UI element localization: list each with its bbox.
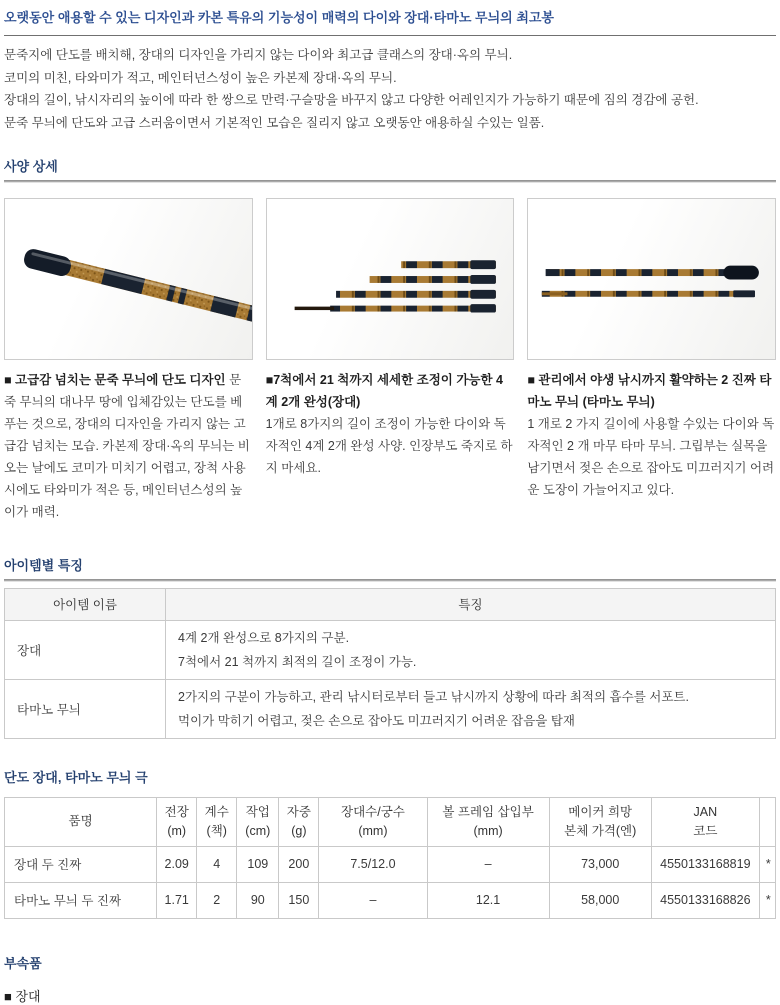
cell-rod-diameter: – xyxy=(319,882,427,918)
cell-length: 2.09 xyxy=(157,846,197,882)
rod-handle-illustration xyxy=(5,199,252,359)
spec-column-2 xyxy=(266,198,515,523)
header-product-name: 품명 xyxy=(5,797,157,846)
header-jan-code: JAN 코드 xyxy=(651,797,759,846)
section-heading: 부속품 xyxy=(4,955,42,971)
accessory-item: ■ 장대 xyxy=(4,988,41,1004)
cell-jan-code: 4550133168819 xyxy=(651,846,759,882)
header-frame-insert: 볼 프레임 삽입부 (mm) xyxy=(427,797,549,846)
section-heading: 단도 장대, 타마노 무늬 극 xyxy=(4,769,148,785)
item-name-cell: 장대 xyxy=(5,620,166,679)
spec-columns xyxy=(4,198,776,523)
spec-column-body: 1 개로 2 가지 길이에 사용할 수있는 다이와 독자적인 2 개 마무 타마 무늬. 그립부는 실목을 남기면서 젖은 손으로 잡아도 미끄러지기 어려운 도장이 가늘어지고 있다. xyxy=(527,416,775,497)
section-divider xyxy=(4,579,776,582)
cell-sections: 2 xyxy=(197,882,237,918)
tamanoe-rods-illustration xyxy=(528,199,775,359)
cell-product-name: 장대 두 진짜 xyxy=(5,846,157,882)
table-row xyxy=(5,846,776,882)
spec-column-title: ■ 관리에서 야생 낚시까지 활약하는 2 진짜 타마노 무늬 (타마노 무늬) xyxy=(527,372,772,409)
rod-segments-illustration xyxy=(267,199,514,359)
cell-closed-length: 109 xyxy=(237,846,279,882)
section-accessories xyxy=(4,953,776,1005)
cell-asterisk: * xyxy=(759,882,775,918)
section-heading: 사양 상세 xyxy=(4,158,58,174)
cell-length: 1.71 xyxy=(157,882,197,918)
spec-column-text xyxy=(266,369,515,517)
cell-frame-insert: – xyxy=(427,846,549,882)
spec-column-text xyxy=(4,369,253,523)
tamanoe-rods-photo xyxy=(527,198,776,360)
spec-column-title: ■ 고급감 넘치는 문죽 무늬에 단도 디자인 xyxy=(4,372,226,387)
header-closed-length: 작업 (cm) xyxy=(237,797,279,846)
spec-column-text xyxy=(527,369,776,517)
item-feature-cell xyxy=(166,679,776,738)
intro-line: 장대의 길이, 낚시자리의 높이에 따라 한 쌍으로 만력·구슬망을 바꾸지 않고 다양한 어레인지가 가능하기 때문에 짐의 경감에 공헌. xyxy=(4,93,699,107)
header-weight: 자중 (g) xyxy=(279,797,319,846)
header-length: 전장 (m) xyxy=(157,797,197,846)
intro-paragraphs xyxy=(4,36,776,130)
rod-segments-photo xyxy=(266,198,515,360)
item-feature-cell xyxy=(166,620,776,679)
spec-price-table xyxy=(4,797,776,919)
cell-jan-code: 4550133168826 xyxy=(651,882,759,918)
features-header-feature: 특징 xyxy=(166,588,776,620)
feature-line: 먹이가 막히기 어렵고, 젖은 손으로 잡아도 미끄러지기 어려운 잡음을 탑재 xyxy=(178,713,575,728)
section-spec-table xyxy=(4,767,776,919)
intro-line: 코미의 미친, 타와미가 적고, 메인터넌스성이 높은 카본제 장대·옥의 무늬. xyxy=(4,70,397,85)
table-row xyxy=(5,679,776,738)
section-item-features xyxy=(4,555,776,739)
spec-column-1 xyxy=(4,198,253,523)
section-heading: 아이템별 특징 xyxy=(4,557,83,573)
table-row xyxy=(5,620,776,679)
spec-column-3 xyxy=(527,198,776,523)
section-spec-detail xyxy=(4,156,776,523)
features-header-row xyxy=(5,588,776,620)
item-name-cell: 타마노 무늬 xyxy=(5,679,166,738)
cell-frame-insert: 12.1 xyxy=(427,882,549,918)
header-asterisk xyxy=(759,797,775,846)
intro-line: 문죽지에 단도를 배치해, 장대의 디자인을 가리지 않는 다이와 최고급 클래스의 장대·옥의 무늬. xyxy=(4,48,513,62)
header-maker-price: 메이커 희망 본체 가격(엔) xyxy=(549,797,651,846)
header-rod-diameter: 장대수/궁수 (mm) xyxy=(319,797,427,846)
intro-line: 문죽 무늬에 단도와 고급 스러움이면서 기본적인 모습은 질리지 않고 오랫동안 애용하실 수있는 일품. xyxy=(4,115,545,130)
cell-closed-length: 90 xyxy=(237,882,279,918)
page-title: 오랫동안 애용할 수 있는 디자인과 카본 특유의 기능성이 매력의 다이와 장대·타마노 무늬의 최고봉 xyxy=(4,0,776,36)
cell-maker-price: 58,000 xyxy=(549,882,651,918)
features-table xyxy=(4,588,776,739)
cell-product-name: 타마노 무늬 두 진짜 xyxy=(5,882,157,918)
spec-column-body: 1개로 8가지의 길이 조정이 가능한 다이와 독자적인 4계 2개 완성 사양. 인장부도 죽지로 하지 마세요. xyxy=(265,416,513,475)
header-sections: 계수 (책) xyxy=(197,797,237,846)
section-divider xyxy=(4,180,776,183)
cell-sections: 4 xyxy=(197,846,237,882)
feature-line: 7척에서 21 척까지 최적의 길이 조정이 가능. xyxy=(178,654,417,669)
cell-weight: 200 xyxy=(279,846,319,882)
feature-line: 4계 2개 완성으로 8가지의 구분. xyxy=(178,630,350,645)
table-row xyxy=(5,882,776,918)
spec-header-row xyxy=(5,797,776,846)
cell-maker-price: 73,000 xyxy=(549,846,651,882)
spec-column-title: ■7척에서 21 척까지 세세한 조정이 가능한 4계 2개 완성(장대) xyxy=(265,372,503,409)
feature-line: 2가지의 구분이 가능하고, 관리 낚시터로부터 들고 낚시까지 상황에 따라 최적의 흡수를 서포트. xyxy=(178,689,689,704)
rod-handle-photo xyxy=(4,198,253,360)
spec-column-body: 문죽 무늬의 대나무 땅에 입체감있는 단도를 베푸는 것으로, 장대의 디자인을 가리지 않는 고급감 넘치는 모습. 카본제 장대·옥의 무늬는 비오는 날에도 코미가 미치기 어렵고, 장척 사용시에도 타와미가 적은 등, 메인터넌스성의 높이가 매력. xyxy=(4,372,250,519)
features-header-name: 아이템 이름 xyxy=(5,588,166,620)
cell-rod-diameter: 7.5/12.0 xyxy=(319,846,427,882)
cell-asterisk: * xyxy=(759,846,775,882)
cell-weight: 150 xyxy=(279,882,319,918)
